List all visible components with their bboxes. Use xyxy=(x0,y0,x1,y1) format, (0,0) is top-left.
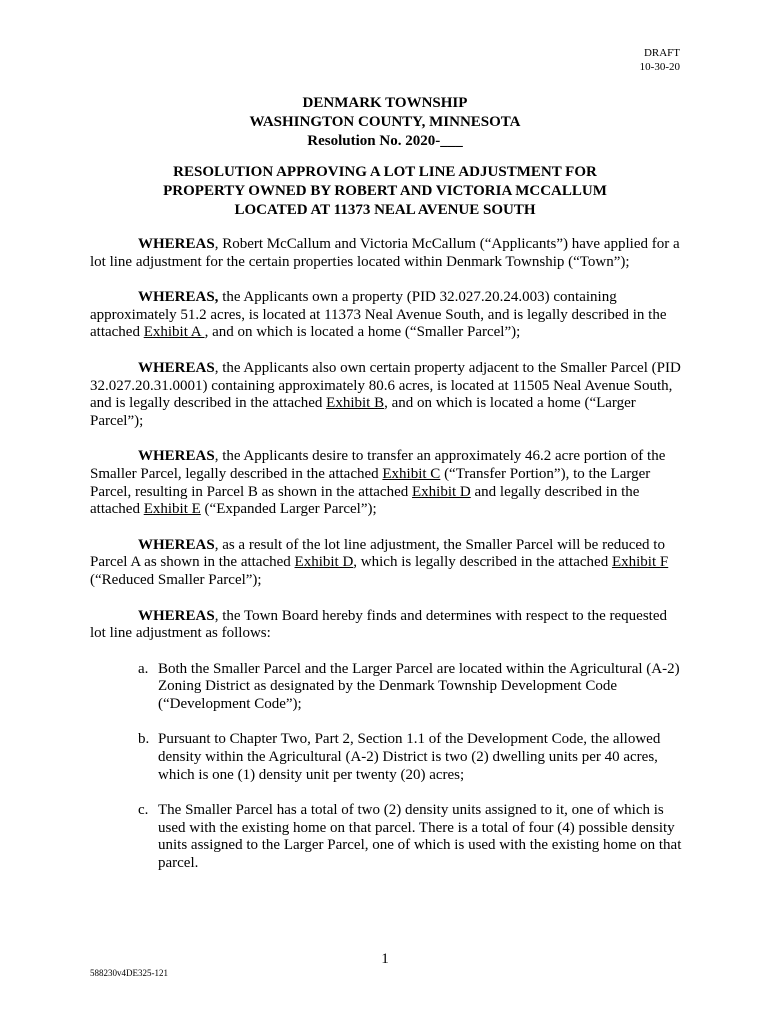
whereas-label: WHEREAS xyxy=(138,607,215,624)
paragraph-text: (“Transfer Portion”), to the Larger Parcel, resulting in Parcel B as shown in the attached xyxy=(90,465,651,500)
whereas-paragraph-2 xyxy=(90,289,682,342)
paragraph-text: , as a result of the lot line adjustment, the Smaller Parcel will be reduced to Parcel A as shown in the attached xyxy=(90,536,665,571)
paragraph-text: , and on which is located a home (“Larger Parcel”); xyxy=(90,395,636,429)
whereas-paragraph-5 xyxy=(90,537,682,590)
exhibit-d-reference: Exhibit D xyxy=(294,554,354,571)
whereas-label: WHEREAS xyxy=(138,236,215,252)
whereas-label: WHEREAS xyxy=(138,536,215,553)
paragraph-text: , which is legally described in the attached xyxy=(353,554,612,571)
list-letter: c. xyxy=(138,802,149,819)
paragraph-text: , the Applicants desire to transfer an approximately 46.2 acre portion of the Smaller Parcel, legally described in the attached xyxy=(90,448,666,482)
list-letter: b. xyxy=(138,731,150,748)
title-line-2: PROPERTY OWNED BY ROBERT AND VICTORIA MCCALLUM xyxy=(163,183,607,199)
list-text: Pursuant to Chapter Two, Part 2, Section 1.1 of the Development Code, the allowed density within the Agricultural (A-2) District is two (2) dwelling units per 40 acres, which is one (1) density unit per twenty (20) acres; xyxy=(158,731,661,783)
list-item-c xyxy=(138,802,682,872)
resolution-number: Resolution No. 2020-___ xyxy=(307,133,463,149)
draft-stamp xyxy=(640,46,680,74)
whereas-paragraph-4 xyxy=(90,448,682,518)
list-letter: a. xyxy=(138,660,149,677)
paragraph-text: , Robert McCallum and Victoria McCallum (“Applicants”) have applied for a lot line adjustment for the certain properties located within Denmark Township (“Town”); xyxy=(90,236,680,270)
page-number: 1 xyxy=(381,951,389,967)
exhibit-d-reference: Exhibit D xyxy=(412,483,471,500)
paragraph-text: the Applicants own a property (PID 32.027.20.24.003) containing approximately 51.2 acres, is located at 11373 Neal Avenue South, and is legally described in the attached xyxy=(90,289,667,341)
title-line-3: LOCATED AT 11373 NEAL AVENUE SOUTH xyxy=(234,202,536,218)
paragraph-text: , and on which is located a home (“Smaller Parcel”); xyxy=(204,324,521,341)
whereas-label: WHEREAS, xyxy=(138,289,219,306)
draft-label: DRAFT xyxy=(643,47,680,59)
draft-date: 10-30-20 xyxy=(639,61,680,73)
whereas-paragraph-6 xyxy=(90,608,682,643)
whereas-paragraph-3 xyxy=(90,360,682,430)
document-id: 588230v4DE325-121 xyxy=(90,968,168,978)
list-item-a xyxy=(138,661,682,714)
resolution-title xyxy=(0,163,770,220)
paragraph-text: (“Expanded Larger Parcel”); xyxy=(200,501,377,518)
whereas-paragraph-1 xyxy=(90,236,682,271)
whereas-label: WHEREAS xyxy=(138,359,215,376)
paragraph-text: , the Town Board hereby finds and determines with respect to the requested lot line adjustment as follows: xyxy=(90,607,667,642)
document-body xyxy=(90,236,682,891)
paragraph-text: and legally described in the attached xyxy=(90,483,640,518)
exhibit-e-reference: Exhibit E xyxy=(143,501,201,518)
list-text: The Smaller Parcel has a total of two (2) density units assigned to it, one of which is used with the existing home on that parcel. There is a total of four (4) possible density units assigned to the Larger Parcel, one of which is used with the existing home on that parcel. xyxy=(158,802,682,872)
county-state: WASHINGTON COUNTY, MINNESOTA xyxy=(249,114,521,130)
township-name: DENMARK TOWNSHIP xyxy=(302,95,468,111)
exhibit-b-reference: Exhibit B xyxy=(326,395,385,412)
exhibit-a-reference: Exhibit A xyxy=(143,324,205,341)
paragraph-text: , the Applicants also own certain property adjacent to the Smaller Parcel (PID 32.027.20.31.0001) containing approximately 80.6 acres, is located at 11505 Neal Avenue South, and is legally described in the attached xyxy=(90,359,681,412)
exhibit-f-reference: Exhibit F xyxy=(611,554,669,571)
document-heading xyxy=(0,94,770,151)
exhibit-c-reference: Exhibit C xyxy=(382,465,441,482)
list-item-b xyxy=(138,731,682,784)
list-text: Both the Smaller Parcel and the Larger Parcel are located within the Agricultural (A-2) Zoning District as designated by the Denmark Township Development Code (“Development Code”); xyxy=(158,660,680,712)
paragraph-text: (“Reduced Smaller Parcel”); xyxy=(90,571,262,588)
whereas-label: WHEREAS xyxy=(138,448,215,465)
title-line-1: RESOLUTION APPROVING A LOT LINE ADJUSTMENT FOR xyxy=(173,164,597,180)
